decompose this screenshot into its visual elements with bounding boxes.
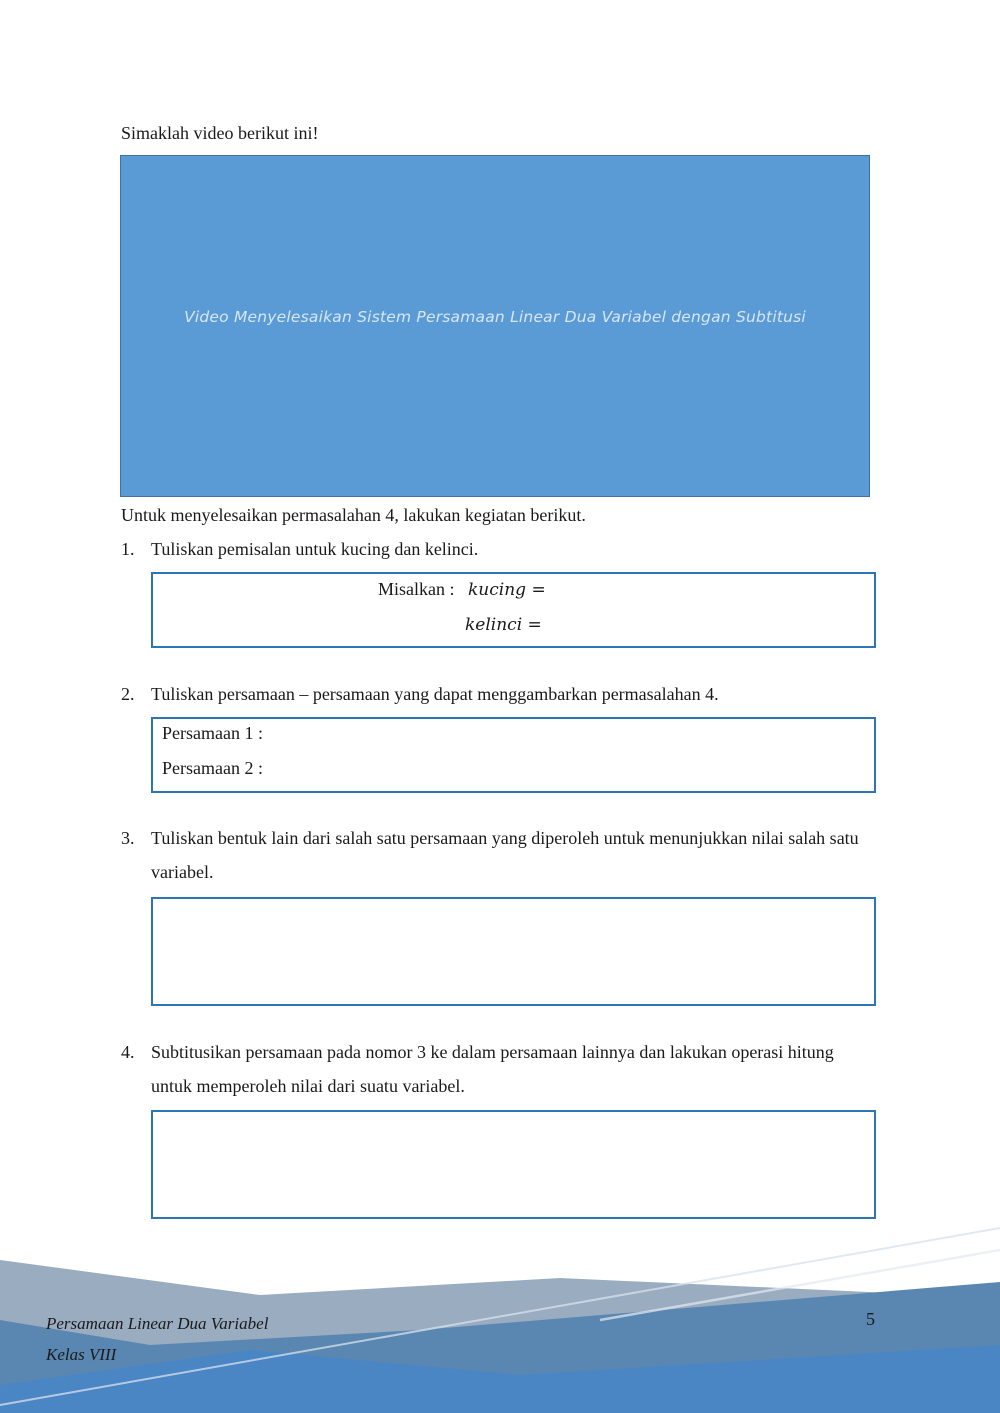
answer-box-3[interactable]	[151, 897, 876, 1006]
intro-text: Simaklah video berikut ini!	[121, 123, 319, 143]
video-caption: Video Menyelesaikan Sistem Persamaan Linear Dua Variabel dengan Subtitusi	[184, 308, 806, 326]
question-number: 2.	[121, 684, 135, 704]
equation-1-label: Persamaan 1 :	[162, 723, 263, 743]
question-text: Tuliskan persamaan – persamaan yang dapat menggambarkan permasalahan 4.	[151, 684, 719, 704]
question-text: Subtitusikan persamaan pada nomor 3 ke dalam persamaan lainnya dan lakukan operasi hitung untuk memperoleh nilai dari suatu variabel.	[151, 1042, 834, 1096]
question-text: Tuliskan bentuk lain dari salah satu persamaan yang diperoleh untuk menunjukkan nilai salah satu variabel.	[151, 828, 859, 882]
question-number: 1.	[121, 539, 135, 559]
footer-title: Persamaan Linear Dua Variabel	[46, 1314, 269, 1333]
answer-box-1[interactable]	[151, 572, 876, 648]
video-player[interactable]	[120, 155, 870, 497]
equation-2-label: Persamaan 2 :	[162, 758, 263, 778]
page-number: 5	[866, 1309, 875, 1329]
question-number: 4.	[121, 1042, 135, 1062]
answer-box-2[interactable]	[151, 717, 876, 793]
kelinci-variable: kelinci =	[465, 615, 542, 635]
misalkan-label: Misalkan :	[378, 579, 455, 599]
footer-class: Kelas VIII	[46, 1345, 117, 1364]
instruction-text: Untuk menyelesaikan permasalahan 4, lakukan kegiatan berikut.	[121, 505, 586, 525]
question-number: 3.	[121, 828, 135, 848]
answer-box-4[interactable]	[151, 1110, 876, 1219]
question-text: Tuliskan pemisalan untuk kucing dan kelinci.	[151, 539, 479, 559]
kucing-variable: kucing =	[468, 580, 546, 600]
